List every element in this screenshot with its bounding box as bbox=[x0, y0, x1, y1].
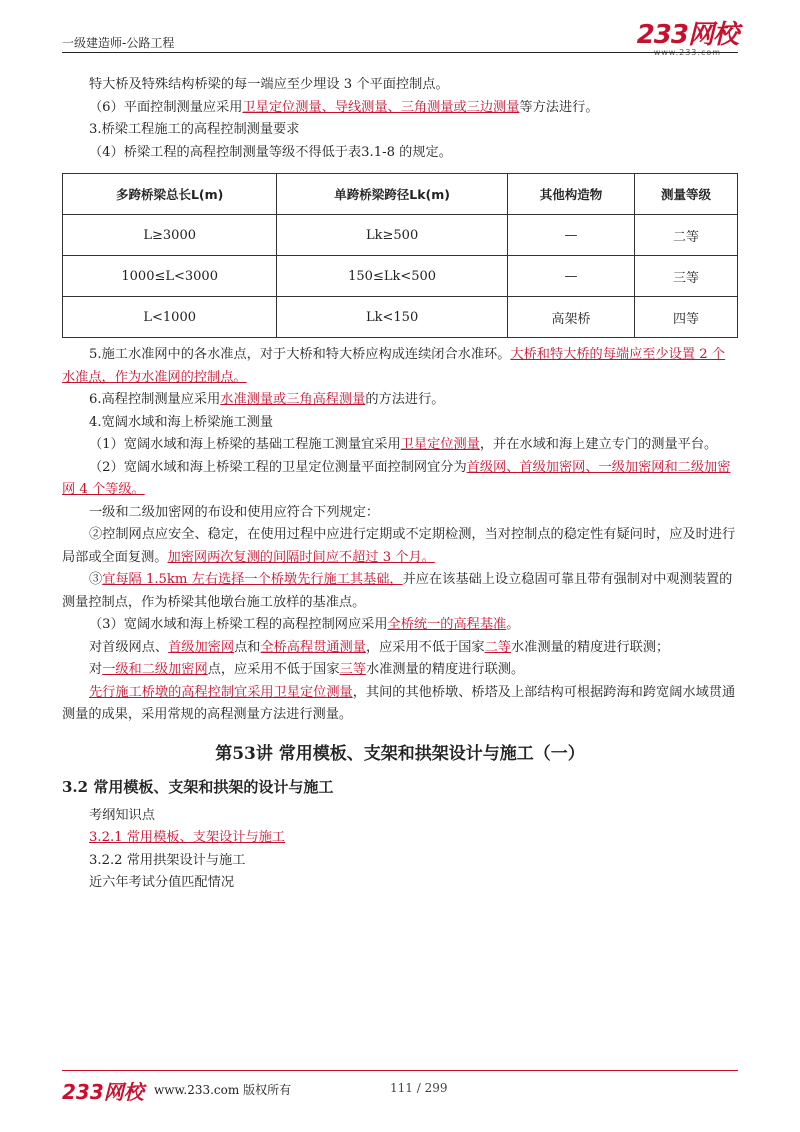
table-row bbox=[63, 297, 738, 338]
table-row bbox=[63, 215, 738, 256]
text-span: 点和 bbox=[234, 639, 261, 655]
paragraph bbox=[62, 434, 738, 457]
text-span: ②控制网点应安全、稳定，在使用过程中应进行定期或不定期检测，当对控制点的稳定性有疑问时，应及时进行局部或全面复测。 bbox=[62, 527, 736, 565]
paragraph bbox=[62, 97, 738, 120]
table-row bbox=[63, 256, 738, 297]
table-cell: — bbox=[507, 215, 634, 256]
text-span: （2）宽阔水域和海上桥梁工程的卫星定位测量平面控制网宜分为 bbox=[89, 459, 467, 475]
highlighted-text: 首级加密网 bbox=[168, 639, 235, 655]
table-header-cell: 单跨桥梁跨径Lk(m) bbox=[277, 174, 508, 215]
paragraph bbox=[62, 502, 738, 525]
paragraph bbox=[62, 344, 738, 389]
text-span: 6.高程控制测量应采用 bbox=[89, 392, 221, 407]
highlighted-text: 卫星定位测量、导线测量、三角测量或三边测量 bbox=[242, 99, 520, 115]
header-divider bbox=[62, 52, 738, 53]
middle-paragraphs bbox=[62, 344, 738, 727]
text-span: 对 bbox=[89, 662, 103, 677]
table-header-cell: 测量等级 bbox=[635, 174, 738, 215]
highlighted-text: 全桥统一的高程基准 bbox=[387, 617, 507, 632]
top-paragraphs bbox=[62, 74, 738, 164]
outline-label: 考纲知识点 bbox=[89, 807, 155, 823]
page-number: 111 / 299 bbox=[390, 1081, 448, 1095]
paragraph bbox=[62, 524, 738, 569]
paragraph bbox=[62, 142, 738, 165]
logo-main: 233网校 bbox=[636, 20, 738, 50]
text-span: 特大桥及特殊结构桥梁的每一端应至少埋设 3 个平面控制点。 bbox=[89, 77, 449, 92]
text-span: （6）平面控制测量应采用 bbox=[89, 99, 243, 115]
paragraph bbox=[62, 389, 738, 412]
footer-divider bbox=[62, 1070, 738, 1071]
text-span: 水准测量的精度进行联测； bbox=[511, 639, 670, 655]
text-span: ，应采用不低于国家 bbox=[365, 639, 485, 655]
table-cell: 三等 bbox=[635, 256, 738, 297]
table-header-row bbox=[63, 174, 738, 215]
section-title: 3.2 常用模板、支架和拱架的设计与施工 bbox=[62, 777, 334, 796]
paragraph bbox=[62, 457, 738, 502]
text-span: ③ bbox=[89, 572, 103, 587]
paragraph bbox=[62, 74, 738, 97]
table-cell: 四等 bbox=[635, 297, 738, 338]
highlighted-text: 一级和二级加密网 bbox=[102, 662, 208, 677]
text-span: 一级和二级加密网的布设和使用应符合下列规定： bbox=[89, 504, 380, 520]
text-span: 水准测量的精度进行联测。 bbox=[365, 662, 525, 677]
footer-copyright: www.233.com 版权所有 bbox=[154, 1083, 292, 1097]
table-cell: 1000≤L<3000 bbox=[63, 256, 277, 297]
table-cell: Lk≥500 bbox=[277, 215, 508, 256]
text-span: 的方法进行。 bbox=[365, 392, 445, 407]
text-span: ，并在水域和海上建立专门的测量平台。 bbox=[479, 437, 718, 452]
logo-sub: www.233.com bbox=[653, 48, 722, 57]
highlighted-text: 首级网、首级加密网、一级加密网和二级加密网 4 个等级。 bbox=[62, 459, 731, 497]
paragraph bbox=[62, 119, 738, 142]
highlighted-text: 大桥和特大桥的每端应至少设置 2 个水准点，作为水准网的控制点。 bbox=[62, 347, 725, 385]
outline-item-3: 近六年考试分值匹配情况 bbox=[89, 875, 235, 890]
paragraph bbox=[62, 682, 738, 727]
text-span: 对首级网点、 bbox=[89, 639, 169, 655]
table-header-cell: 其他构造物 bbox=[507, 174, 634, 215]
highlighted-text: 先行施工桥墩的高程控制宜采用卫星定位测量 bbox=[89, 684, 353, 700]
paragraph bbox=[62, 659, 738, 682]
text-span: 点，应采用不低于国家 bbox=[207, 662, 340, 677]
paragraph bbox=[62, 569, 738, 614]
paragraph bbox=[62, 637, 738, 660]
table-cell: 150≤Lk<500 bbox=[277, 256, 508, 297]
table-cell: Lk<150 bbox=[277, 297, 508, 338]
paragraph bbox=[62, 412, 738, 435]
highlighted-text: 全桥高程贯通测量 bbox=[260, 639, 366, 655]
table-header-cell: 多跨桥梁总长L(m) bbox=[63, 174, 277, 215]
text-span: （4）桥梁工程的高程控制测量等级不得低于表3.1-8 的规定。 bbox=[89, 144, 452, 160]
highlighted-text: 卫星定位测量 bbox=[400, 437, 480, 452]
text-span: 5.施工水准网中的各水准点，对于大桥和特大桥应构成连续闭合水准环。 bbox=[89, 347, 511, 362]
text-span: （1）宽阔水域和海上桥梁的基础工程施工测量宜采用 bbox=[89, 437, 401, 452]
outline-item-2: 3.2.2 常用拱架设计与施工 bbox=[89, 852, 246, 868]
table-cell: — bbox=[507, 256, 634, 297]
footer-logo: 233网校 bbox=[62, 1080, 144, 1104]
text-span: ，其间的其他桥墩、桥塔及上部结构可根据跨海和跨宽阔水域贯通测量的成果，采用常规的高程测量方法进行测量。 bbox=[62, 684, 736, 722]
highlighted-text: 水准测量或三角高程测量 bbox=[220, 392, 366, 407]
survey-grade-table bbox=[62, 173, 738, 338]
text-span: 3.桥梁工程施工的高程控制测量要求 bbox=[89, 122, 300, 137]
text-span: 等方法进行。 bbox=[519, 99, 599, 115]
highlighted-text: 宜每隔 1.5km 左右选择一个桥墩先行施工其基础， bbox=[102, 572, 403, 587]
text-span: 。 bbox=[506, 617, 520, 632]
highlighted-text: 二等 bbox=[484, 639, 511, 655]
table-cell: 高架桥 bbox=[507, 297, 634, 338]
text-span: 并应在该基础上设立稳固可靠且带有强制对中观测装置的测量控制点，作为桥梁其他墩台施工放样的基准点。 bbox=[62, 572, 733, 610]
outline-item-1-text: 3.2.1 常用模板、支架设计与施工 bbox=[89, 830, 285, 845]
table-cell: L≥3000 bbox=[63, 215, 277, 256]
paragraph bbox=[62, 614, 738, 637]
header-title: 一级建造师-公路工程 bbox=[62, 36, 175, 50]
footer bbox=[62, 1070, 738, 1110]
table-cell: L<1000 bbox=[63, 297, 277, 338]
table-cell: 二等 bbox=[635, 215, 738, 256]
highlighted-text: 加密网两次复测的间隔时间应不超过 3 个月。 bbox=[167, 549, 435, 565]
text-span: 4.宽阔水域和海上桥梁施工测量 bbox=[89, 414, 274, 430]
outline-item-1 bbox=[62, 827, 738, 850]
highlighted-text: 三等 bbox=[339, 662, 366, 677]
text-span: （3）宽阔水域和海上桥梁工程的高程控制网应采用 bbox=[89, 617, 388, 632]
lecture-title: 第53讲 常用模板、支架和拱架设计与施工（一） bbox=[215, 743, 585, 764]
page-content bbox=[62, 74, 738, 895]
